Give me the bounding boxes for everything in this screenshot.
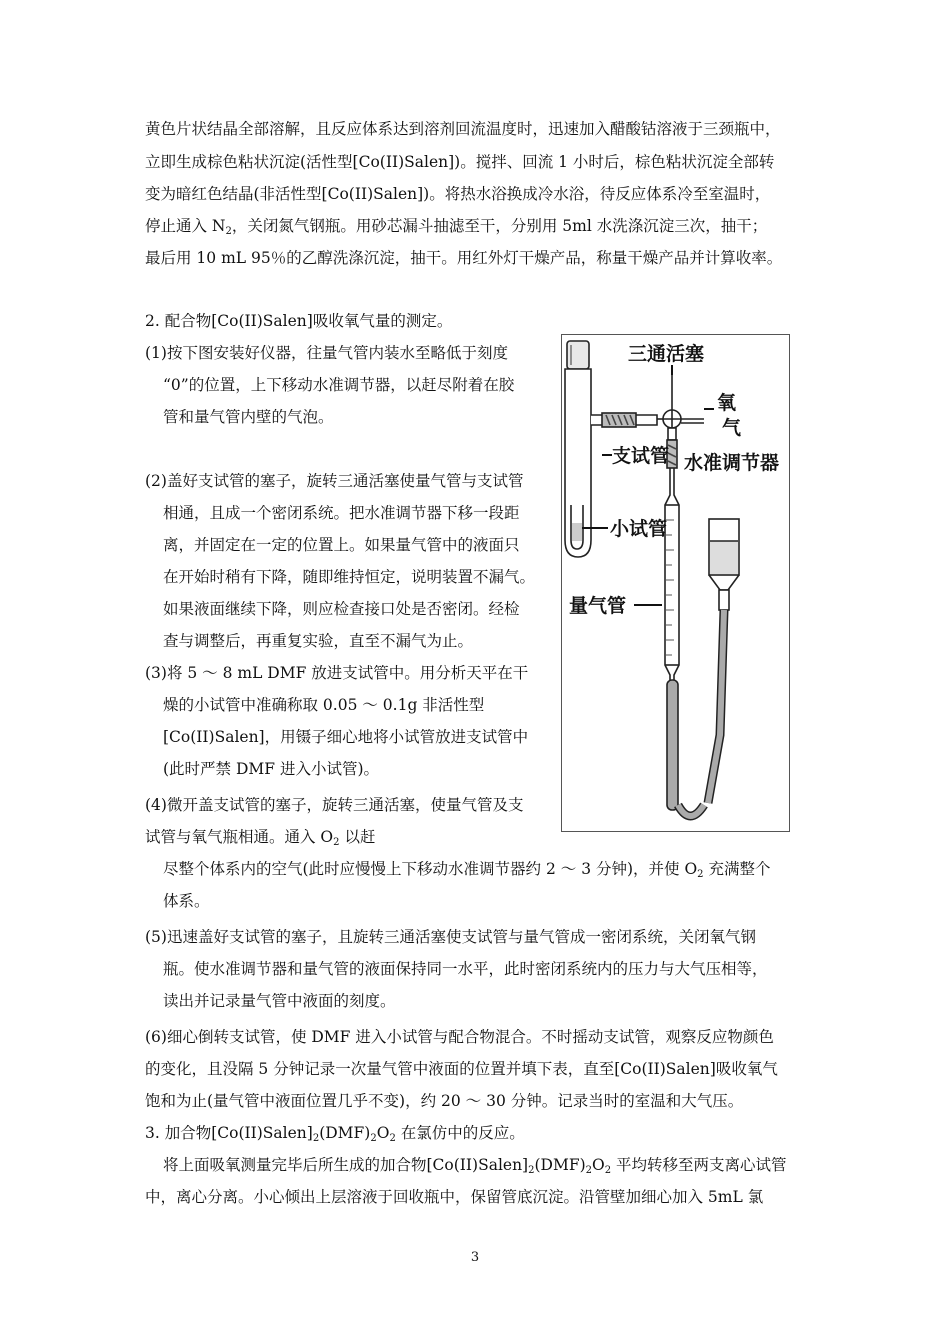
page-number: 3 (470, 1250, 480, 1265)
step4-line3: 尽整个体系内的空气(此时应慢慢上下移动水准调节器约 2 ～ 3 分钟)，并使 $O_2$ 充满整个 (163, 860, 771, 880)
step3-line4: (此时严禁 DMF 进入小试管)。 (163, 760, 380, 778)
step1-line2: “0”的位置，上下移动水准调节器，以赶尽附着在胶 (163, 376, 515, 394)
apparatus-diagram (562, 335, 789, 831)
step6-line1: (6)细心倒转支试管，使 DMF 进入小试管与配合物混合。不时摇动支试管，观察反应物颜色 (145, 1028, 774, 1046)
level-adjuster-drawing (708, 519, 739, 803)
label-oxygen-2: 气 (722, 417, 742, 439)
step2-line4: 在开始时稍有下降，随即维持恒定，说明装置不漏气。 (163, 568, 536, 586)
label-three-way-valve: 三通活塞 (628, 343, 705, 365)
step2-line6: 查与调整后，再重复实验，直至不漏气为止。 (163, 632, 474, 650)
section3-para-line2: 中，离心分离。小心倾出上层溶液于回收瓶中，保留管底沉淀。沿管壁加细心加入 5mL 氯 (145, 1188, 764, 1206)
label-level-adjuster: 水准调节器 (684, 452, 780, 474)
step5-line2: 瓶。使水准调节器和量气管的液面保持同一水平，此时密闭系统内的压力与大气压相等， (163, 960, 768, 978)
step3-line2: 燥的小试管中准确称取 0.05 ～ 0.1g 非活性型 (163, 696, 485, 714)
step6-line2: 的变化，且没隔 5 分钟记录一次量气管中液面的位置并填下表，直至[Co(II)Salen]吸收氧气 (145, 1060, 778, 1078)
step2-line3: 离，并固定在一定的位置上。如果量气管中的液面只 (163, 536, 520, 554)
step5-line1: (5)迅速盖好支试管的塞子，且旋转三通活塞使支试管与量气管成一密闭系统，关闭氧气钢 (145, 928, 756, 946)
step1-line1: (1)按下图安装好仪器，往量气管内装水至略低于刻度 (145, 344, 508, 362)
para1-line4: 停止通入 $N_2$，关闭氮气钢瓶。用砂芯漏斗抽滤至干，分别用 5ml 水洗涤沉淀三次，抽干； (145, 217, 768, 237)
step2-line1: (2)盖好支试管的塞子，旋转三通活塞使量气管与支试管 (145, 472, 524, 490)
step4-line4: 体系。 (163, 892, 210, 910)
label-gas-burette: 量气管 (569, 595, 627, 617)
step3-line1: (3)将 5 ～ 8 mL DMF 放进支试管中。用分析天平在干 (145, 664, 529, 682)
step2-line5: 如果液面继续下降，则应检查接口处是否密闭。经检 (163, 600, 520, 618)
step4-line2: 试管与氧气瓶相通。通入 $O_2$ 以赶 (145, 828, 376, 848)
para1-line2: 立即生成棕色粘状沉淀(活性型[Co(II)Salen])。搅拌、回流 1 小时后，棕色粘状沉淀全部转 (145, 153, 775, 171)
apparatus-figure (561, 334, 790, 832)
step4-line1: (4)微开盖支试管的塞子，旋转三通活塞，使量气管及支 (145, 796, 524, 814)
section2-heading: 2. 配合物[Co(II)Salen]吸收氧气量的测定。 (145, 312, 453, 330)
label-oxygen-1: 氧 (717, 392, 737, 414)
label-side-tube: 支试管 (612, 445, 670, 467)
para1-line5: 最后用 10 mL 95％的乙醇洗涤沉淀，抽干。用红外灯干燥产品，称量干燥产品并计算收率。 (145, 249, 783, 267)
para1-line3: 变为暗红色结晶(非活性型[Co(II)Salen])。将热水浴换成冷水浴，待反应体系冷至室温时， (145, 185, 771, 203)
step2-line2: 相通，且成一个密闭系统。把水准调节器下移一段距 (163, 504, 520, 522)
section3-heading: 3. 加合物$[Co(II)Salen]_2(DMF)_2O_2$ 在氯仿中的反应。 (145, 1124, 525, 1144)
step6-line3: 饱和为止(量气管中液面位置几乎不变)，约 20 ～ 30 分钟。记录当时的室温和大气压。 (145, 1092, 744, 1110)
para1-line1: 黄色片状结晶全部溶解，且反应体系达到溶剂回流温度时，迅速加入醋酸钴溶液于三颈瓶中， (145, 120, 781, 138)
gas-burette-drawing (665, 468, 704, 816)
label-leaders (582, 365, 714, 605)
step3-line3: [Co(II)Salen]，用镊子细心地将小试管放进支试管中 (163, 728, 529, 746)
step5-line3: 读出并记录量气管中液面的刻度。 (163, 992, 396, 1010)
step1-line3: 管和量气管内壁的气泡。 (163, 408, 334, 426)
label-small-tube: 小试管 (610, 518, 668, 540)
section3-para-line1: 将上面吸氧测量完毕后所生成的加合物$[Co(II)Salen]_2(DMF)_2O_2$ 平均转移至两支离心试管 (163, 1156, 787, 1176)
